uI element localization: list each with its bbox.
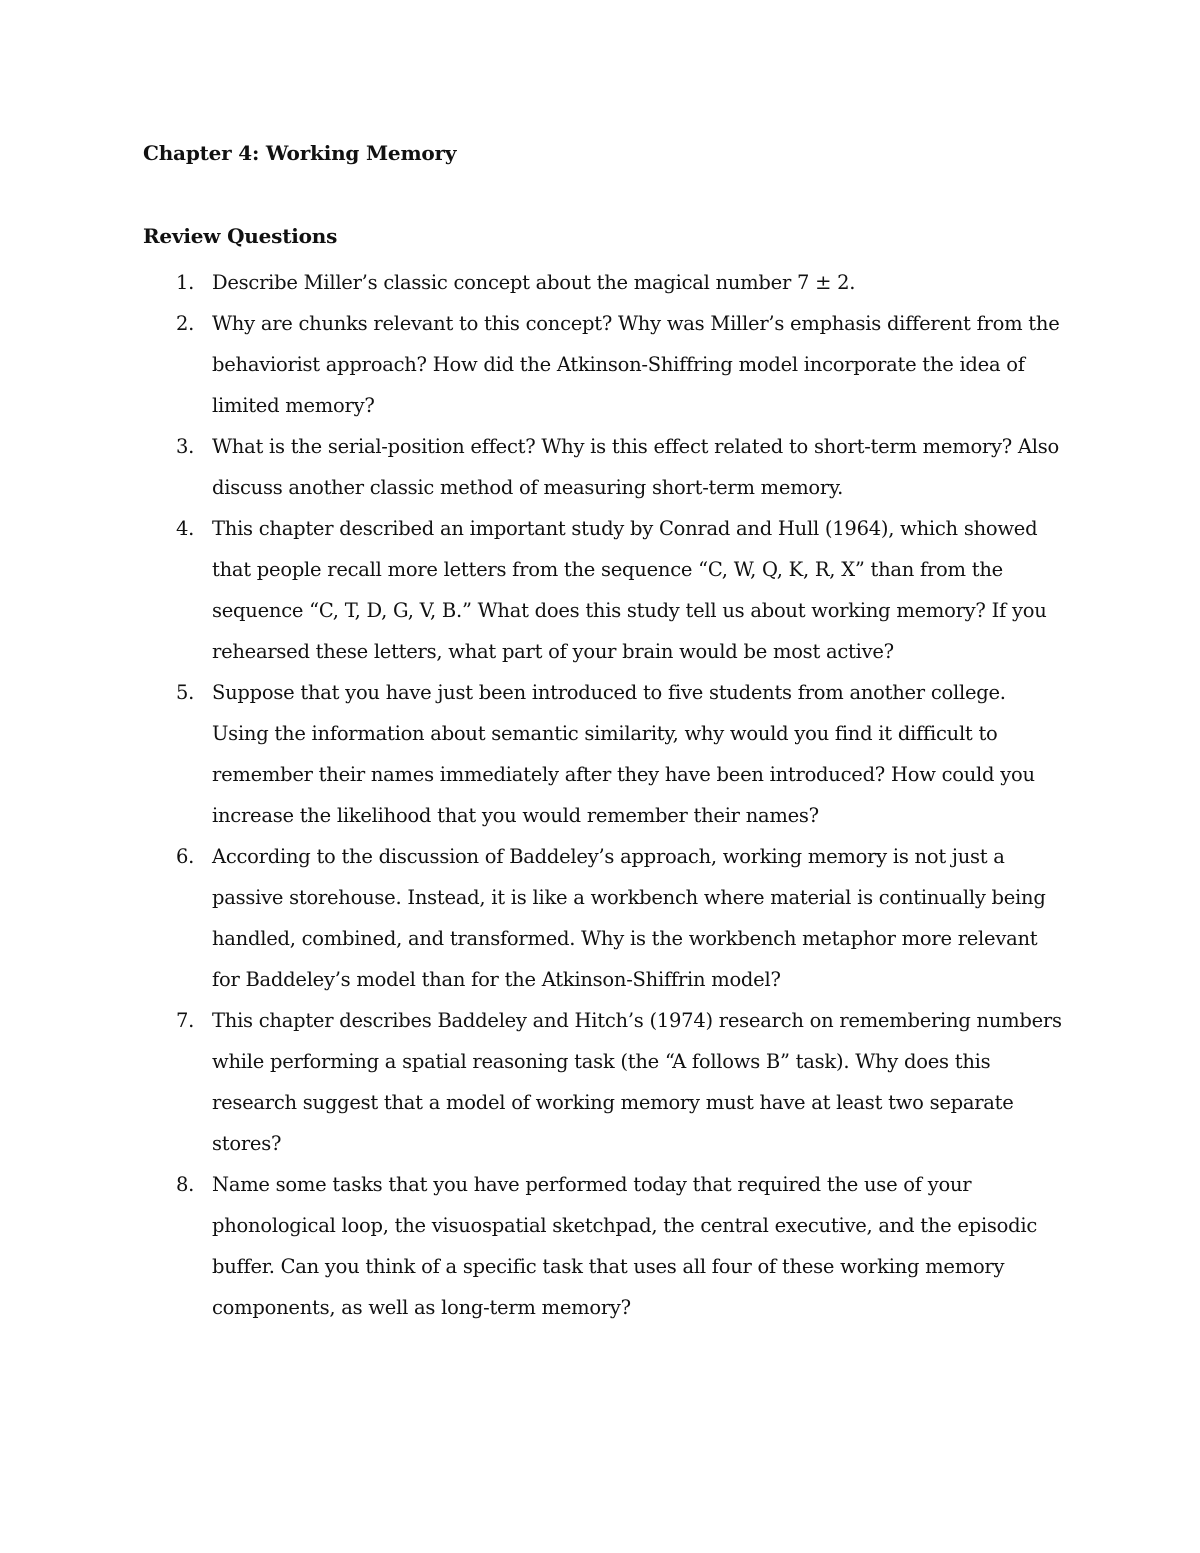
question-item xyxy=(143,303,1063,426)
question-number: 7. xyxy=(176,1009,195,1032)
question-number: 1. xyxy=(176,271,195,294)
question-number: 3. xyxy=(176,435,195,458)
chapter-title: Chapter 4: Working Memory xyxy=(143,141,457,165)
question-number: 4. xyxy=(176,517,195,540)
question-text: This chapter described an important study by Conrad and Hull (1964), which showed that people recall more letters from the sequence “C, W, Q, K, R, X” than from the sequence “C, T, D, G, V, B.” What does this study tell us about working memory? If you rehearsed these letters, what part of your brain would be most active? xyxy=(212,517,1047,663)
question-item xyxy=(143,262,1063,303)
review-questions-list xyxy=(143,262,1063,1328)
question-item xyxy=(143,1164,1063,1328)
question-text: This chapter describes Baddeley and Hitch’s (1974) research on remembering numbers while performing a spatial reasoning task (the “A follows B” task). Why does this research suggest that a model of working memory must have at least two separate stores? xyxy=(212,1009,1062,1155)
question-number: 2. xyxy=(176,312,195,335)
question-text: Name some tasks that you have performed today that required the use of your phonological loop, the visuospatial sketchpad, the central executive, and the episodic buffer. Can you think of a specific task that uses all four of these working memory components, as well as long-term memory? xyxy=(212,1173,1038,1319)
question-item xyxy=(143,672,1063,836)
question-number: 5. xyxy=(176,681,195,704)
question-item xyxy=(143,426,1063,508)
question-text: What is the serial-position effect? Why is this effect related to short-term memory? Also discuss another classic method of measuring short-term memory. xyxy=(212,435,1059,499)
question-item xyxy=(143,1000,1063,1164)
question-text: Suppose that you have just been introduced to five students from another college. Using the information about semantic similarity, why would you find it difficult to remember their names immediately after they have been introduced? How could you increase the likelihood that you would remember their names? xyxy=(212,681,1035,827)
question-text: According to the discussion of Baddeley’s approach, working memory is not just a passive storehouse. Instead, it is like a workbench where material is continually being handled, combined, and transformed. Why is the workbench metaphor more relevant for Baddeley’s model than for the Atkinson-Shiffrin model? xyxy=(212,845,1046,991)
question-item xyxy=(143,508,1063,672)
section-heading: Review Questions xyxy=(143,224,338,248)
question-text: Describe Miller’s classic concept about the magical number 7 ± 2. xyxy=(212,271,856,294)
question-number: 6. xyxy=(176,845,195,868)
question-text: Why are chunks relevant to this concept? Why was Miller’s emphasis different from the behaviorist approach? How did the Atkinson-Shiffring model incorporate the idea of limited memory? xyxy=(212,312,1060,417)
question-number: 8. xyxy=(176,1173,195,1196)
question-item xyxy=(143,836,1063,1000)
